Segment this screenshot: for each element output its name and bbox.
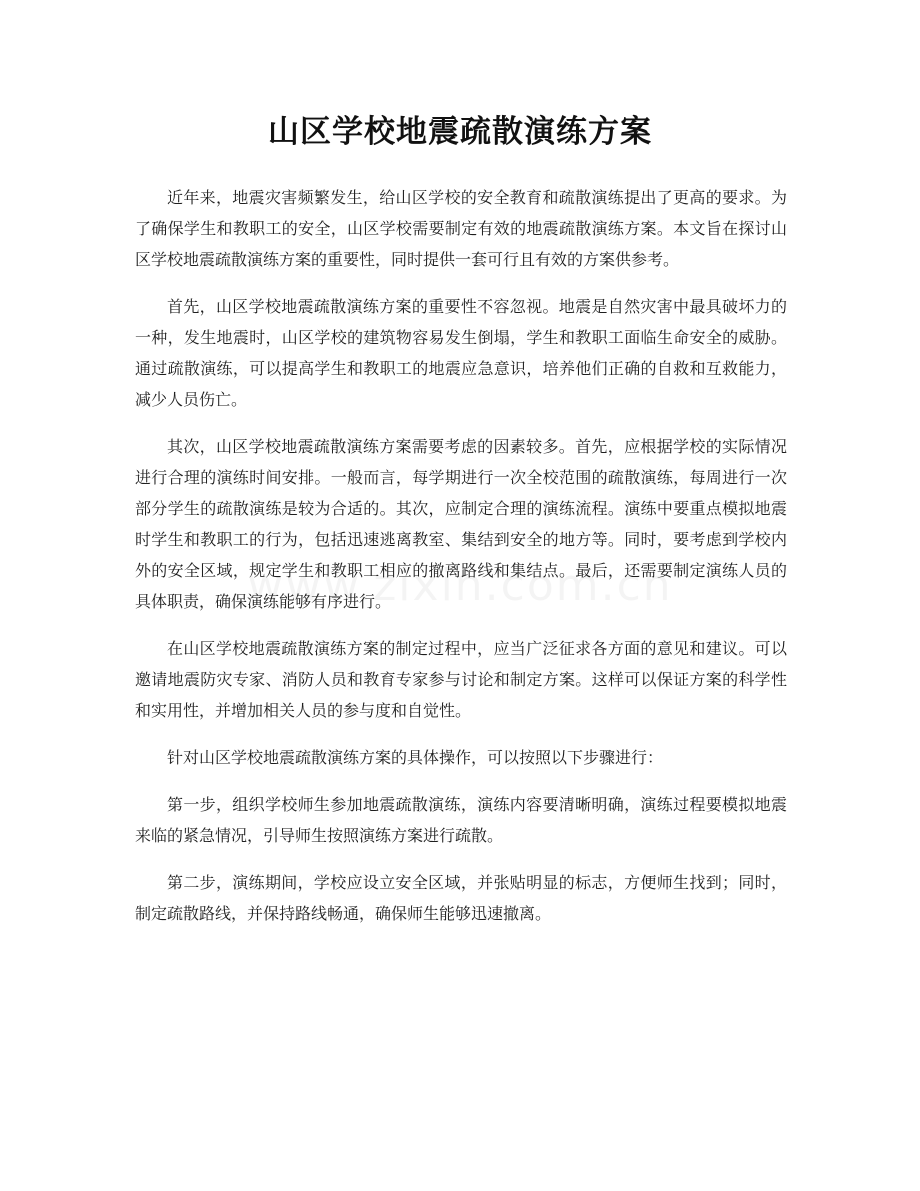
paragraph-consultation: 在山区学校地震疏散演练方案的制定过程中，应当广泛征求各方面的意见和建议。可以邀请地震防灾专家、消防人员和教育专家参与讨论和制定方案。这样可以保证方案的科学性和实用性，并增加相关人员的参与度和自觉性。 [135,639,787,720]
document-title: 山区学校地震疏散演练方案 [268,114,652,150]
paragraph-importance: 首先，山区学校地震疏散演练方案的重要性不容忽视。地震是自然灾害中最具破坏力的一种，发生地震时，山区学校的建筑物容易发生倒塌，学生和教职工面临生命安全的威胁。通过疏散演练，可以提高学生和教职工的地震应急意识，培养他们正确的自救和互救能力，减少人员伤亡。 [135,297,787,409]
paragraph-step-one: 第一步，组织学校师生参加地震疏散演练，演练内容要清晰明确，演练过程要模拟地震来临的紧急情况，引导师生按照演练方案进行疏散。 [135,795,787,845]
paragraph-factors: 其次，山区学校地震疏散演练方案需要考虑的因素较多。首先，应根据学校的实际情况进行合理的演练时间安排。一般而言，每学期进行一次全校范围的疏散演练，每周进行一次部分学生的疏散演练是较为合适的。其次，应制定合理的演练流程。演练中要重点模拟地震时学生和教职工的行为，包括迅速逃离教室、集结到安全的地方等。同时，要考虑到学校内外的安全区域，规定学生和教职工相应的撤离路线和集结点。最后，还需要制定演练人员的具体职责，确保演练能够有序进行。 [135,437,787,611]
paragraph-step-two: 第二步，演练期间，学校应设立安全区域，并张贴明显的标志，方便师生找到；同时，制定疏散路线，并保持路线畅通，确保师生能够迅速撤离。 [135,873,787,923]
paragraph-intro: 近年来，地震灾害频繁发生，给山区学校的安全教育和疏散演练提出了更高的要求。为了确保学生和教职工的安全，山区学校需要制定有效的地震疏散演练方案。本文旨在探讨山区学校地震疏散演练方案的重要性，同时提供一套可行且有效的方案供参考。 [135,188,787,269]
document-body [135,182,787,945]
paragraph-steps-intro: 针对山区学校地震疏散演练方案的具体操作，可以按照以下步骤进行： [167,748,664,767]
